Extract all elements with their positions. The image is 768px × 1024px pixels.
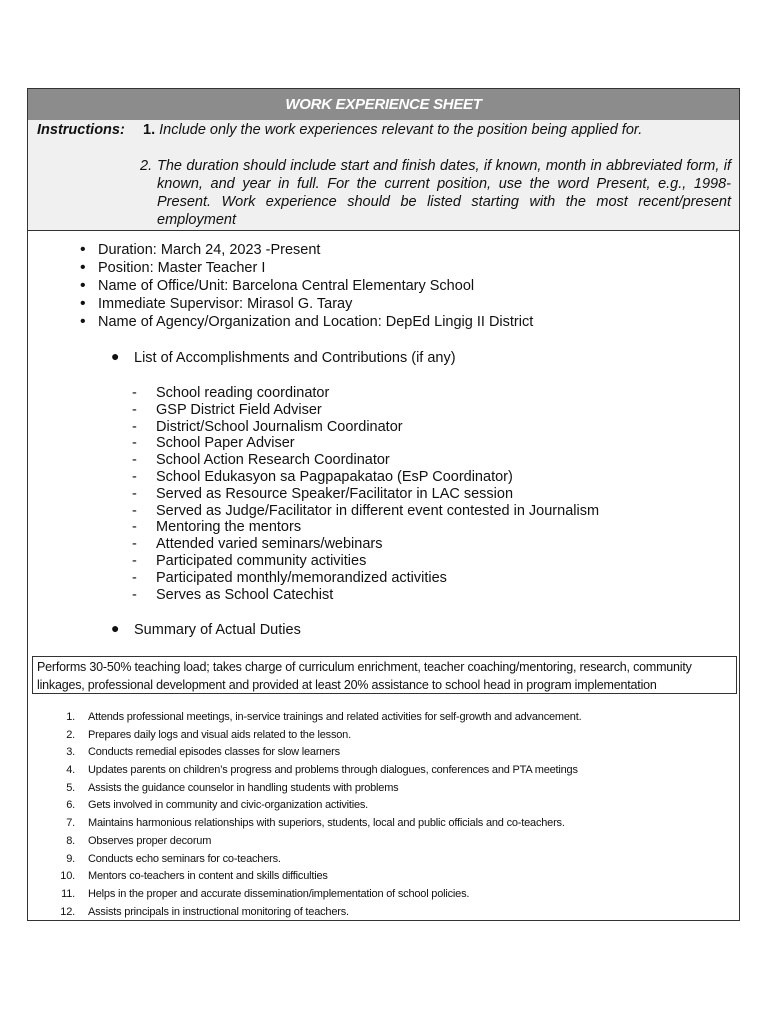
- list-item: - School reading coordinator: [28, 385, 599, 402]
- duty-text: Maintains harmonious relationships with superiors, students, local and public officials and co-teachers.: [88, 817, 565, 830]
- accomplishments-list: [28, 385, 599, 603]
- duty-text: Conducts echo seminars for co-teachers.: [88, 852, 281, 865]
- list-item: - GSP District Field Adviser: [28, 402, 599, 419]
- list-item: - School Action Research Coordinator: [28, 452, 599, 469]
- duty-text: Gets involved in community and civic-organization activities.: [88, 799, 369, 812]
- work-experience-sheet: [27, 88, 740, 921]
- duty-text: Attends professional meetings, in-service trainings and related activities for self-growth and advancement.: [88, 711, 582, 723]
- bullet-icon: ●: [111, 348, 120, 364]
- list-item: - School Edukasyon sa Pagpapakatao (EsP Coordinator): [28, 469, 599, 486]
- list-item: [28, 815, 581, 833]
- detail-agency: • Name of Agency/Organization and Location: DepEd Lingig II District: [28, 313, 533, 331]
- duty-number: 9.: [66, 852, 75, 865]
- duty-text: Assists principals in instructional monitoring of teachers.: [88, 905, 349, 918]
- detail-duration: • Duration: March 24, 2023 -Present: [28, 241, 533, 259]
- duty-number: 3.: [66, 746, 75, 759]
- detail-position: • Position: Master Teacher I: [28, 259, 533, 277]
- duty-text: Assists the guidance counselor in handling students with problems: [88, 781, 399, 794]
- list-item: [28, 727, 581, 745]
- duty-text: Updates parents on children’s progress and problems through dialogues, conferences and PTA meetings: [88, 764, 578, 777]
- duty-number: 1.: [66, 711, 75, 723]
- duties-list: [28, 709, 581, 921]
- list-item: [28, 762, 581, 780]
- duty-number: 8.: [66, 834, 75, 847]
- detail-office: • Name of Office/Unit: Barcelona Central Elementary School: [28, 277, 533, 295]
- list-item: - Attended varied seminars/webinars: [28, 536, 599, 553]
- list-item: - Served as Judge/Facilitator in different event contested in Journalism: [28, 503, 599, 520]
- sheet-title: WORK EXPERIENCE SHEET: [28, 89, 739, 121]
- list-item: [28, 904, 581, 922]
- duty-number: 7.: [66, 817, 75, 830]
- duty-number: 4.: [66, 764, 75, 777]
- list-item: [28, 833, 581, 851]
- list-item: [28, 709, 581, 727]
- duty-text: Observes proper decorum: [88, 834, 212, 847]
- list-item: - District/School Journalism Coordinator: [28, 419, 599, 436]
- duty-text: Mentors co-teachers in content and skills difficulties: [88, 870, 328, 883]
- position-details: [28, 241, 533, 331]
- summary-box: Performs 30-50% teaching load; takes charge of curriculum enrichment, teacher coaching/mentoring, research, community linkages, professional development and provided at least 20% assistance to school head in program implementation: [32, 656, 737, 694]
- instruction-item-1: [143, 122, 642, 138]
- instruction-item-2: [140, 157, 731, 229]
- duty-number: 10.: [60, 870, 75, 883]
- list-item: - Serves as School Catechist: [28, 587, 599, 604]
- detail-supervisor: • Immediate Supervisor: Mirasol G. Taray: [28, 295, 533, 313]
- accomplishments-heading: List of Accomplishments and Contributions (if any): [134, 350, 456, 366]
- summary-heading: Summary of Actual Duties: [134, 622, 301, 638]
- duty-text: Conducts remedial episodes classes for slow learners: [88, 746, 340, 759]
- duty-text: Prepares daily logs and visual aids related to the lesson.: [88, 728, 351, 741]
- duty-number: 2.: [66, 728, 75, 741]
- duty-number: 12.: [60, 905, 75, 918]
- list-item: - Mentoring the mentors: [28, 519, 599, 536]
- duty-number: 6.: [66, 799, 75, 812]
- instruction-item-1-text: Include only the work experiences relevant to the position being applied for.: [159, 122, 643, 138]
- bullet-icon: ●: [111, 620, 120, 636]
- list-item: - Participated monthly/memorandized activities: [28, 570, 599, 587]
- duty-number: 5.: [66, 781, 75, 794]
- list-item: [28, 868, 581, 886]
- instructions-label: Instructions:: [37, 122, 125, 138]
- duty-text: Helps in the proper and accurate dissemination/implementation of school policies.: [88, 887, 470, 900]
- list-item: - Served as Resource Speaker/Facilitator in LAC session: [28, 486, 599, 503]
- instructions-section: [28, 120, 739, 231]
- list-item: - Participated community activities: [28, 553, 599, 570]
- list-item: [28, 797, 581, 815]
- duty-number: 11.: [61, 887, 75, 900]
- list-item: [28, 851, 581, 869]
- list-item: [28, 744, 581, 762]
- instruction-item-1-number: 1.: [143, 122, 156, 138]
- instruction-item-2-number: 2.: [140, 158, 153, 174]
- list-item: - School Paper Adviser: [28, 435, 599, 452]
- list-item: [28, 886, 581, 904]
- instruction-item-2-text: The duration should include start and finish dates, if known, month in abbreviated form, if known, and year in full. For the current position, use the word Present, e.g., 1998-Present. Work experience should be listed starting with the most recent/present employment: [157, 158, 731, 228]
- list-item: [28, 780, 581, 798]
